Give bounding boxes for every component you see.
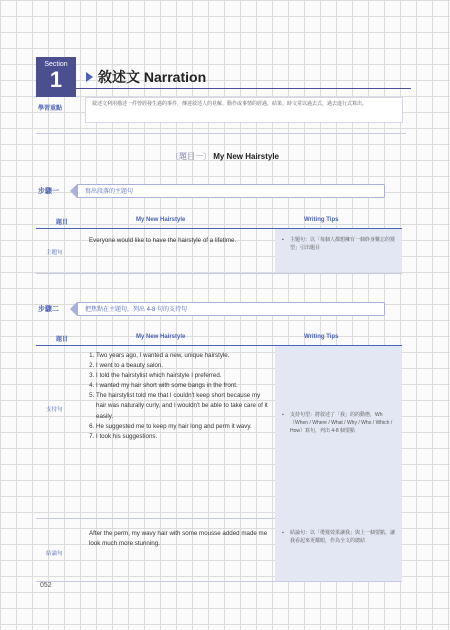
section-label: Section — [44, 61, 68, 68]
support-tip-bullet: ▪ — [282, 412, 284, 418]
step2-text: 把焦點在主題句，列出 4-8 句的支持句 — [85, 307, 188, 313]
section-number: 1 — [49, 67, 63, 92]
table1-row-label: 主題句 — [46, 250, 63, 256]
conclusion-tip: 結論句：以「燙髮效果讓我」與上一個要點，讓我看起來更耀眼，作為全文的總結 — [290, 530, 396, 544]
step1-text: 寫出段落的主題句 — [85, 189, 134, 195]
step1-label: 步驟一 — [38, 188, 59, 195]
table1-tip-bullet: ▪ — [282, 237, 284, 243]
table2-bottom-rule — [36, 581, 402, 582]
support-sentence-list — [85, 351, 269, 442]
table2-tip-panel — [275, 346, 402, 581]
support-item: 4. I wanted my hair short with some bangs in the front. — [96, 381, 269, 391]
table1-header-tips: Writing Tips — [304, 217, 339, 223]
step1-arrow-icon — [70, 184, 77, 198]
step2-arrow-icon — [70, 302, 77, 316]
support-list — [85, 351, 269, 442]
divider — [36, 133, 406, 134]
table1-header-title: My New Hairstyle — [136, 217, 186, 223]
support-item: 2. I went to a beauty salon. — [96, 361, 269, 371]
support-item: 1. Two years ago, I wanted a new, unique hairstyle. — [96, 351, 269, 361]
step2-label: 步驟二 — [38, 306, 59, 313]
table2-header-tips: Writing Tips — [304, 334, 339, 340]
topic-name: My New Hairstyle — [213, 152, 280, 161]
topic-heading — [0, 151, 450, 162]
support-item: 7. I took his suggestions. — [96, 432, 269, 442]
step1-box — [77, 184, 385, 198]
step2-box — [77, 302, 385, 316]
support-item: 6. He suggested me to keep my hair long and perm it wavy. — [96, 422, 269, 432]
goal-text: 敘述文利用描述一件曾經發生過的事件，傳達敘述人的見解、動作或事情的經過、結果。時文常以過去式，過去進行式寫出。 — [92, 101, 368, 107]
table1-bottom-rule — [36, 273, 402, 274]
table1-tip: 主題句：以「每個人都想擁有一個終身難忘的髮型」引出題目 — [290, 237, 396, 251]
conclusion-tip-bullet: ▪ — [282, 530, 284, 536]
conclusion-content: After the perm, my wavy hair with some mousse added made me look much more stunning. — [89, 530, 268, 548]
table2-row-rule — [36, 518, 275, 519]
topic-prefix: 〔題目一〕 — [170, 152, 211, 161]
triangle-arrow-icon — [86, 72, 93, 82]
table2-header-title: My New Hairstyle — [136, 334, 186, 340]
support-tip: 支持句型：將敘述了「我」的的動態，Wh（When / Where / What / Why / Who / Which / How）寫句，列出 4-8 個要點 — [290, 412, 393, 434]
page-title: 敘述文 Narration — [98, 69, 207, 85]
support-item: 3. I told the hairstylist which hairstyle I preferred. — [96, 371, 269, 381]
goal-box — [85, 97, 403, 123]
table2-header-topic: 題目 — [56, 337, 69, 343]
support-label: 支持句 — [46, 407, 63, 413]
conclusion-label: 結論句 — [46, 551, 63, 557]
support-item: 5. The hairstylist told me that I couldn't keep short because my hair was naturally curly, and I wouldn't be able to take care of it easily. — [96, 391, 269, 421]
table1-content: Everyone would like to have the hairstyle of a lifetime. — [89, 237, 237, 244]
table1-header-topic: 題目 — [56, 220, 69, 226]
section-badge — [36, 57, 76, 97]
page-number: 052 — [40, 582, 52, 589]
goal-label: 學習重點 — [38, 106, 63, 112]
